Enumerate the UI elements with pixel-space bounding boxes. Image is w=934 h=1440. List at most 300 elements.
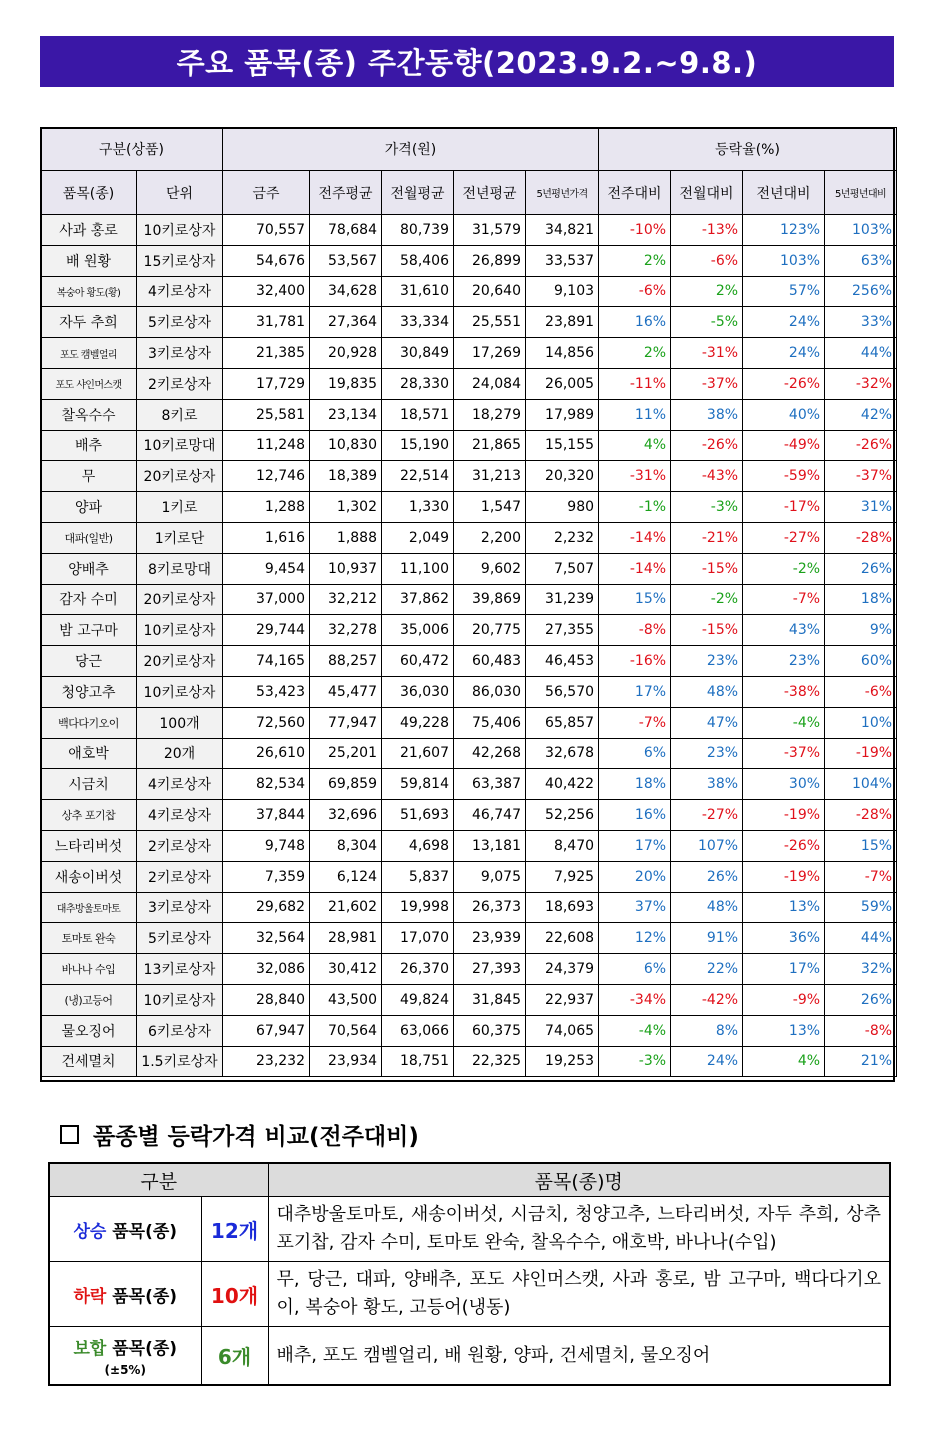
header-mom: 전월대비 [671, 171, 743, 215]
cell-prev-month: 30,849 [382, 338, 454, 369]
cell-wow: 15% [599, 584, 671, 615]
cell-prev-month: 22,514 [382, 461, 454, 492]
cell-vs5y: 18% [825, 584, 897, 615]
cell-prev-week: 43,500 [310, 984, 382, 1015]
header-item: 품목(종) [41, 171, 137, 215]
cell-prev-week: 27,364 [310, 307, 382, 338]
cell-avg5y: 9,103 [526, 276, 599, 307]
table-row [41, 399, 897, 430]
cell-unit: 20키로상자 [137, 584, 223, 615]
cell-prev-month: 19,998 [382, 892, 454, 923]
cell-mom: 91% [671, 923, 743, 954]
table-row [41, 215, 897, 246]
cell-unit: 4키로상자 [137, 276, 223, 307]
cell-this-week: 29,744 [223, 615, 310, 646]
cell-prev-week: 23,134 [310, 399, 382, 430]
table-row [41, 830, 897, 861]
cell-yoy: 40% [743, 399, 825, 430]
cell-unit: 10키로상자 [137, 984, 223, 1015]
cell-avg5y: 8,470 [526, 830, 599, 861]
table-row [41, 492, 897, 523]
cell-unit: 4키로상자 [137, 800, 223, 831]
cell-unit: 2키로상자 [137, 368, 223, 399]
table-row [41, 368, 897, 399]
header-yoy: 전년대비 [743, 171, 825, 215]
cell-wow: 16% [599, 307, 671, 338]
table-row [41, 245, 897, 276]
comparison-label-main: 하락 [73, 1286, 107, 1307]
cell-mom: -43% [671, 461, 743, 492]
cell-mom: 38% [671, 769, 743, 800]
cell-item: 감자 수미 [41, 584, 137, 615]
cell-vs5y: -7% [825, 861, 897, 892]
header-vs5y: 5년평년대비 [825, 171, 897, 215]
cell-unit: 5키로상자 [137, 923, 223, 954]
cell-prev-month: 35,006 [382, 615, 454, 646]
cell-prev-year: 17,269 [454, 338, 526, 369]
cell-unit: 20키로상자 [137, 646, 223, 677]
table-row [41, 769, 897, 800]
cell-wow: -10% [599, 215, 671, 246]
cell-yoy: 4% [743, 1046, 825, 1077]
cell-vs5y: -28% [825, 522, 897, 553]
cell-mom: 23% [671, 646, 743, 677]
cell-prev-week: 88,257 [310, 646, 382, 677]
cell-this-week: 54,676 [223, 245, 310, 276]
cell-prev-month: 5,837 [382, 861, 454, 892]
cell-this-week: 37,000 [223, 584, 310, 615]
header-wow: 전주대비 [599, 171, 671, 215]
comparison-label-rest: 품목(종) [106, 1221, 178, 1242]
cell-wow: 2% [599, 338, 671, 369]
page-title: 주요 품목(종) 주간동향(2023.9.2.~9.8.) [40, 36, 894, 87]
cell-vs5y: -32% [825, 368, 897, 399]
cell-unit: 2키로상자 [137, 861, 223, 892]
cell-avg5y: 52,256 [526, 800, 599, 831]
cell-item: 배추 [41, 430, 137, 461]
cell-prev-year: 31,213 [454, 461, 526, 492]
cell-prev-week: 32,278 [310, 615, 382, 646]
cell-prev-year: 13,181 [454, 830, 526, 861]
table-row [41, 707, 897, 738]
cell-unit: 20개 [137, 738, 223, 769]
cell-prev-month: 60,472 [382, 646, 454, 677]
cell-unit: 6키로상자 [137, 1015, 223, 1046]
cell-prev-year: 9,075 [454, 861, 526, 892]
cell-avg5y: 24,379 [526, 954, 599, 985]
cell-prev-year: 24,084 [454, 368, 526, 399]
cell-this-week: 32,086 [223, 954, 310, 985]
cell-avg5y: 7,507 [526, 553, 599, 584]
cell-vs5y: 26% [825, 984, 897, 1015]
cell-prev-year: 63,387 [454, 769, 526, 800]
cell-yoy: -2% [743, 553, 825, 584]
cell-avg5y: 74,065 [526, 1015, 599, 1046]
cell-wow: -16% [599, 646, 671, 677]
comparison-body [49, 1197, 890, 1386]
table-row [41, 892, 897, 923]
cell-prev-week: 10,937 [310, 553, 382, 584]
cell-item: 양파 [41, 492, 137, 523]
comparison-header-category: 구분 [49, 1163, 268, 1197]
cell-yoy: -26% [743, 368, 825, 399]
cell-wow: 11% [599, 399, 671, 430]
cell-wow: 6% [599, 738, 671, 769]
cell-item: 포도 샤인머스캣 [41, 368, 137, 399]
cell-wow: -3% [599, 1046, 671, 1077]
header-category: 구분(상품) [41, 128, 223, 171]
cell-unit: 10키로망대 [137, 430, 223, 461]
cell-prev-week: 18,389 [310, 461, 382, 492]
cell-unit: 1.5키로상자 [137, 1046, 223, 1077]
cell-unit: 8키로망대 [137, 553, 223, 584]
cell-item: 찰옥수수 [41, 399, 137, 430]
cell-vs5y: 33% [825, 307, 897, 338]
table-row [41, 923, 897, 954]
cell-wow: -7% [599, 707, 671, 738]
cell-vs5y: 104% [825, 769, 897, 800]
comparison-items: 배추, 포도 캠벨얼리, 배 원황, 양파, 건세멸치, 물오징어 [268, 1327, 890, 1386]
cell-item: 건세멸치 [41, 1046, 137, 1077]
cell-wow: 17% [599, 676, 671, 707]
cell-mom: 47% [671, 707, 743, 738]
cell-unit: 3키로상자 [137, 338, 223, 369]
cell-prev-month: 51,693 [382, 800, 454, 831]
cell-this-week: 70,557 [223, 215, 310, 246]
comparison-row [49, 1262, 890, 1327]
checkbox-icon [60, 1125, 79, 1144]
cell-wow: -4% [599, 1015, 671, 1046]
comparison-section-title [60, 1118, 419, 1151]
header-change: 등락율(%) [599, 128, 897, 171]
cell-prev-month: 33,334 [382, 307, 454, 338]
table-row [41, 615, 897, 646]
cell-yoy: -37% [743, 738, 825, 769]
cell-unit: 10키로상자 [137, 676, 223, 707]
cell-prev-week: 34,628 [310, 276, 382, 307]
cell-prev-month: 17,070 [382, 923, 454, 954]
cell-prev-month: 31,610 [382, 276, 454, 307]
cell-mom: -3% [671, 492, 743, 523]
comparison-row [49, 1327, 890, 1386]
cell-prev-year: 39,869 [454, 584, 526, 615]
cell-this-week: 67,947 [223, 1015, 310, 1046]
cell-this-week: 28,840 [223, 984, 310, 1015]
cell-wow: -6% [599, 276, 671, 307]
cell-vs5y: -8% [825, 1015, 897, 1046]
cell-prev-week: 70,564 [310, 1015, 382, 1046]
cell-avg5y: 31,239 [526, 584, 599, 615]
cell-item: 무 [41, 461, 137, 492]
cell-this-week: 11,248 [223, 430, 310, 461]
cell-avg5y: 27,355 [526, 615, 599, 646]
cell-item: 복숭아 황도(황) [41, 276, 137, 307]
cell-yoy: -9% [743, 984, 825, 1015]
cell-yoy: -59% [743, 461, 825, 492]
cell-vs5y: 42% [825, 399, 897, 430]
cell-yoy: 17% [743, 954, 825, 985]
comparison-header-row [49, 1163, 890, 1197]
cell-this-week: 26,610 [223, 738, 310, 769]
table-row [41, 430, 897, 461]
table-row [41, 1046, 897, 1077]
cell-unit: 10키로상자 [137, 215, 223, 246]
cell-yoy: -19% [743, 861, 825, 892]
cell-wow: 6% [599, 954, 671, 985]
cell-mom: -21% [671, 522, 743, 553]
cell-yoy: -7% [743, 584, 825, 615]
comparison-label [49, 1262, 201, 1327]
group-header-row [41, 128, 897, 171]
cell-avg5y: 46,453 [526, 646, 599, 677]
cell-unit: 1키로단 [137, 522, 223, 553]
comparison-label-range: (±5%) [104, 1363, 146, 1377]
comparison-title-text: 품종별 등락가격 비교(전주대비) [93, 1124, 419, 1150]
cell-vs5y: 9% [825, 615, 897, 646]
cell-prev-year: 86,030 [454, 676, 526, 707]
cell-yoy: 36% [743, 923, 825, 954]
cell-prev-week: 1,888 [310, 522, 382, 553]
cell-unit: 8키로 [137, 399, 223, 430]
cell-vs5y: -37% [825, 461, 897, 492]
cell-prev-month: 37,862 [382, 584, 454, 615]
comparison-label [49, 1327, 201, 1386]
cell-prev-month: 18,751 [382, 1046, 454, 1077]
header-prev-month: 전월평균 [382, 171, 454, 215]
cell-yoy: 57% [743, 276, 825, 307]
cell-yoy: 23% [743, 646, 825, 677]
cell-prev-year: 20,640 [454, 276, 526, 307]
cell-prev-month: 59,814 [382, 769, 454, 800]
cell-prev-year: 2,200 [454, 522, 526, 553]
cell-vs5y: 59% [825, 892, 897, 923]
cell-item: 포도 캠벨얼리 [41, 338, 137, 369]
cell-prev-year: 18,279 [454, 399, 526, 430]
cell-yoy: -4% [743, 707, 825, 738]
cell-yoy: 13% [743, 892, 825, 923]
cell-wow: 17% [599, 830, 671, 861]
header-this-week: 금주 [223, 171, 310, 215]
cell-prev-month: 63,066 [382, 1015, 454, 1046]
table-row [41, 738, 897, 769]
cell-mom: -15% [671, 553, 743, 584]
cell-mom: -13% [671, 215, 743, 246]
cell-prev-month: 36,030 [382, 676, 454, 707]
header-unit: 단위 [137, 171, 223, 215]
sub-header-row [41, 171, 897, 215]
cell-avg5y: 34,821 [526, 215, 599, 246]
table-row [41, 461, 897, 492]
cell-mom: -5% [671, 307, 743, 338]
cell-avg5y: 23,891 [526, 307, 599, 338]
cell-avg5y: 32,678 [526, 738, 599, 769]
cell-prev-month: 4,698 [382, 830, 454, 861]
comparison-header-items: 품목(종)명 [268, 1163, 890, 1197]
cell-yoy: -19% [743, 800, 825, 831]
cell-prev-week: 78,684 [310, 215, 382, 246]
header-prev-week: 전주평균 [310, 171, 382, 215]
cell-yoy: 123% [743, 215, 825, 246]
comparison-count: 10개 [201, 1262, 268, 1327]
cell-prev-month: 18,571 [382, 399, 454, 430]
cell-avg5y: 19,253 [526, 1046, 599, 1077]
cell-unit: 3키로상자 [137, 892, 223, 923]
comparison-row [49, 1197, 890, 1262]
cell-wow: -14% [599, 553, 671, 584]
cell-prev-month: 26,370 [382, 954, 454, 985]
cell-prev-year: 60,375 [454, 1015, 526, 1046]
cell-prev-month: 1,330 [382, 492, 454, 523]
cell-prev-week: 1,302 [310, 492, 382, 523]
cell-item: 느타리버섯 [41, 830, 137, 861]
cell-vs5y: -28% [825, 800, 897, 831]
comparison-label-main: 상승 [73, 1221, 107, 1242]
cell-mom: 38% [671, 399, 743, 430]
header-avg5y: 5년평년가격 [526, 171, 599, 215]
cell-prev-week: 6,124 [310, 861, 382, 892]
cell-prev-week: 25,201 [310, 738, 382, 769]
cell-this-week: 21,385 [223, 338, 310, 369]
cell-vs5y: 60% [825, 646, 897, 677]
cell-avg5y: 33,537 [526, 245, 599, 276]
cell-prev-week: 19,835 [310, 368, 382, 399]
cell-prev-year: 31,845 [454, 984, 526, 1015]
cell-prev-year: 75,406 [454, 707, 526, 738]
comparison-table [48, 1162, 891, 1386]
cell-prev-year: 21,865 [454, 430, 526, 461]
cell-wow: 2% [599, 245, 671, 276]
cell-mom: -15% [671, 615, 743, 646]
table-row [41, 584, 897, 615]
cell-vs5y: 21% [825, 1046, 897, 1077]
cell-yoy: -17% [743, 492, 825, 523]
cell-this-week: 74,165 [223, 646, 310, 677]
cell-wow: 12% [599, 923, 671, 954]
cell-avg5y: 17,989 [526, 399, 599, 430]
cell-vs5y: 44% [825, 338, 897, 369]
cell-item: 청양고추 [41, 676, 137, 707]
comparison-items: 무, 당근, 대파, 양배추, 포도 샤인머스캣, 사과 홍로, 밤 고구마, 백다다기오이, 복숭아 황도, 고등어(냉동) [268, 1262, 890, 1327]
cell-item: 밤 고구마 [41, 615, 137, 646]
cell-yoy: -49% [743, 430, 825, 461]
cell-prev-week: 21,602 [310, 892, 382, 923]
cell-prev-week: 20,928 [310, 338, 382, 369]
cell-vs5y: 10% [825, 707, 897, 738]
comparison-label-rest: 품목(종) [106, 1339, 178, 1359]
cell-prev-year: 27,393 [454, 954, 526, 985]
cell-this-week: 7,359 [223, 861, 310, 892]
cell-item: 양배추 [41, 553, 137, 584]
table-row [41, 800, 897, 831]
cell-prev-month: 49,824 [382, 984, 454, 1015]
cell-item: (냉)고등어 [41, 984, 137, 1015]
comparison-count: 12개 [201, 1197, 268, 1262]
cell-prev-year: 1,547 [454, 492, 526, 523]
cell-yoy: 13% [743, 1015, 825, 1046]
cell-this-week: 37,844 [223, 800, 310, 831]
cell-avg5y: 18,693 [526, 892, 599, 923]
cell-item: 애호박 [41, 738, 137, 769]
cell-mom: 2% [671, 276, 743, 307]
cell-avg5y: 20,320 [526, 461, 599, 492]
cell-vs5y: 103% [825, 215, 897, 246]
cell-prev-year: 26,899 [454, 245, 526, 276]
cell-wow: -34% [599, 984, 671, 1015]
table-row [41, 861, 897, 892]
cell-item: 당근 [41, 646, 137, 677]
cell-prev-week: 32,212 [310, 584, 382, 615]
table-row [41, 954, 897, 985]
cell-vs5y: 15% [825, 830, 897, 861]
table-row [41, 984, 897, 1015]
cell-prev-week: 45,477 [310, 676, 382, 707]
cell-wow: 37% [599, 892, 671, 923]
cell-wow: 16% [599, 800, 671, 831]
cell-avg5y: 26,005 [526, 368, 599, 399]
cell-prev-month: 80,739 [382, 215, 454, 246]
cell-item: 상추 포기찹 [41, 800, 137, 831]
cell-item: 토마토 완숙 [41, 923, 137, 954]
cell-avg5y: 65,857 [526, 707, 599, 738]
cell-yoy: -38% [743, 676, 825, 707]
cell-this-week: 31,781 [223, 307, 310, 338]
cell-yoy: 103% [743, 245, 825, 276]
cell-prev-year: 20,775 [454, 615, 526, 646]
cell-item: 새송이버섯 [41, 861, 137, 892]
cell-wow: -31% [599, 461, 671, 492]
cell-item: 백다다기오이 [41, 707, 137, 738]
cell-this-week: 29,682 [223, 892, 310, 923]
cell-vs5y: -26% [825, 430, 897, 461]
cell-this-week: 32,400 [223, 276, 310, 307]
cell-prev-week: 23,934 [310, 1046, 382, 1077]
cell-avg5y: 7,925 [526, 861, 599, 892]
cell-yoy: 24% [743, 338, 825, 369]
cell-prev-week: 53,567 [310, 245, 382, 276]
cell-prev-year: 25,551 [454, 307, 526, 338]
cell-prev-month: 58,406 [382, 245, 454, 276]
cell-prev-week: 28,981 [310, 923, 382, 954]
cell-avg5y: 980 [526, 492, 599, 523]
cell-mom: -37% [671, 368, 743, 399]
cell-prev-week: 10,830 [310, 430, 382, 461]
cell-avg5y: 22,608 [526, 923, 599, 954]
cell-this-week: 72,560 [223, 707, 310, 738]
cell-vs5y: -6% [825, 676, 897, 707]
cell-prev-year: 46,747 [454, 800, 526, 831]
cell-unit: 20키로상자 [137, 461, 223, 492]
cell-wow: -1% [599, 492, 671, 523]
cell-mom: 24% [671, 1046, 743, 1077]
table-row [41, 676, 897, 707]
table-row [41, 553, 897, 584]
cell-this-week: 9,454 [223, 553, 310, 584]
cell-wow: -11% [599, 368, 671, 399]
cell-this-week: 12,746 [223, 461, 310, 492]
comparison-label-main: 보합 [73, 1339, 107, 1359]
cell-prev-year: 42,268 [454, 738, 526, 769]
cell-unit: 5키로상자 [137, 307, 223, 338]
cell-prev-month: 11,100 [382, 553, 454, 584]
comparison-label-rest: 품목(종) [106, 1286, 178, 1307]
table-row [41, 646, 897, 677]
cell-unit: 13키로상자 [137, 954, 223, 985]
cell-vs5y: 256% [825, 276, 897, 307]
table-row [41, 522, 897, 553]
table-row [41, 1015, 897, 1046]
cell-this-week: 25,581 [223, 399, 310, 430]
cell-this-week: 1,616 [223, 522, 310, 553]
